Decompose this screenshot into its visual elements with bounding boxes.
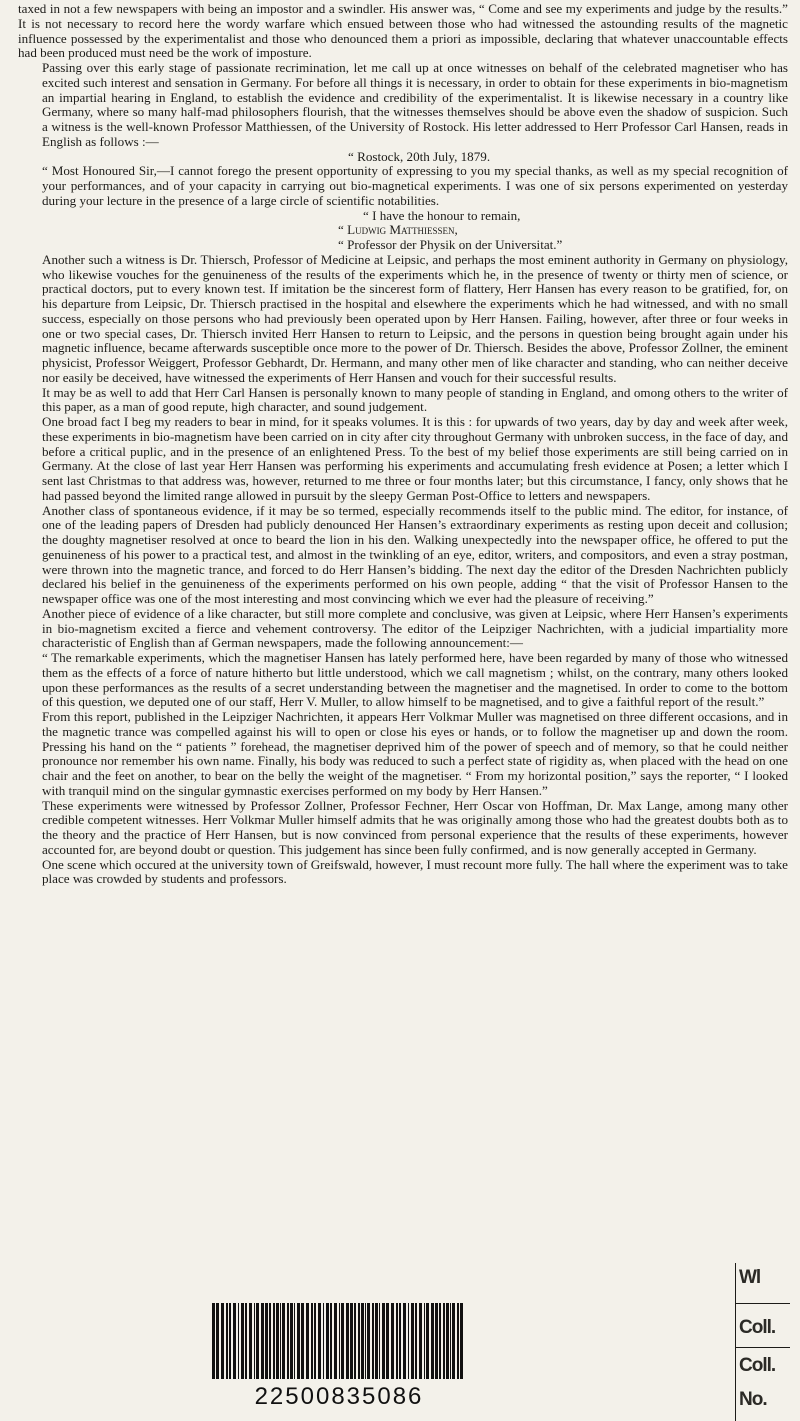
barcode-bar: [354, 1303, 356, 1379]
barcode-bar: [386, 1303, 389, 1379]
barcode-bar: [391, 1303, 394, 1379]
barcode-bar: [361, 1303, 364, 1379]
barcode-bar: [287, 1303, 289, 1379]
barcode-bar: [330, 1303, 332, 1379]
barcode-bar: [334, 1303, 337, 1379]
paragraph: One broad fact I beg my readers to bear in mind, for it speaks volumes. It is this : for upwards of two years, day by day and week after week, these experiments in bio-magnetism have been carried on in city after city throughout Germany with unbroken success, in the face of day, and before a critical puplic, and in the presence of an enlightened Press. To the best of my belief those experiments are still being carried on in Germany. At the close of last year Herr Hansen was performing his experiments and accumulating fresh evidence at Posen; a letter which I sent last Christmas to that address was, however, returned to me three or four months later; but this circumstance, I fancy, only shows that he had passed beyond the limited range allowed in pursuit by the sleepy German Post-Office to letters and newspapers.: [42, 414, 788, 503]
barcode-bar: [290, 1303, 293, 1379]
paragraph: Another such a witness is Dr. Thiersch, Professor of Medicine at Leipsic, and perhaps the most eminent authority in Germany on physiology, who likewise vouches for the genuineness of the results of the experiments which he, in the presence of twenty or thirty men of science, or practical doctors, put to every known test. If imitation be the sincerest form of flattery, Herr Hansen has every reason to be gratified, for, on his departure from Leipsic, Dr. Thiersch practised in the hospital and elsewhere the experiments which he had witnessed, and with no small success, especially on those persons who had previously been operated upon by Herr Hansen. Failing, however, after three or four weeks in one or two special cases, Dr. Thiersch invited Herr Hansen to return to Leipsic, and the persons in question being brought again under his magnetic influence, became afterwards susceptible once more to the power of Dr. Thiersch. Besides the above, Professor Zollner, the eminent physicist, Professor Weiggert, Professor Gebhardt, Dr. Hermann, and many other men of like character and standing, who can neither deceive nor easily be deceived, have witnessed the experiments of Herr Hansen and vouch for their successful results.: [42, 251, 788, 385]
barcode-bar: [226, 1303, 228, 1379]
stamp-label: Coll.: [739, 1317, 776, 1338]
paragraph: It may be as well to add that Herr Carl Hansen is personally known to many people of standing in England, and omong others to the writer of this paper, as a man of good repute, high character, and sound judgement.: [42, 384, 788, 415]
barcode-bar: [256, 1303, 259, 1379]
paragraph: These experiments were witnessed by Professor Zollner, Professor Fechner, Herr Oscar von Hoffman, Dr. Max Lange, among many other credible competent witnesses. Herr Volkmar Muller himself admits that he was originally among those who had the greatest doubts both as to the theory and the practice of Herr Hansen, but is now convinced from personal experience that the results of these experiments, however accounted for, are beyond doubt or question. This judgement has since been fully confirmed, and is now generally accepted in Germany.: [42, 797, 788, 857]
barcode-bar: [450, 1303, 451, 1379]
paragraph: From this report, published in the Leipziger Nachrichten, it appears Herr Volkmar Muller was magnetised on three different occasions, and in the magnetic trance was compelled against his will to open or close his eyes or hands, or to follow the magnetiser up and down the room. Pressing his hand on the “ patients ” forehead, the magnetiser deprived him of the power of speech and of memory, so that he could neither pronounce nor remember his own name. Finally, his body was reduced to such a perfect state of rigidity as, when placed with the head on one chair and the feet on another, to bear on the belly the weight of the magnetiser. “ From my horizontal position,” says the reporter, “ I looked with tranquil mind on the singular gymnastic exercises performed on my body by Herr Hansen.”: [42, 709, 788, 798]
barcode-bar: [346, 1303, 349, 1379]
barcode-bar: [323, 1303, 324, 1379]
barcode-bar: [249, 1303, 252, 1379]
barcode-bar: [411, 1303, 414, 1379]
barcode-bar: [282, 1303, 285, 1379]
barcode-bar: [339, 1303, 340, 1379]
barcode-bar: [415, 1303, 417, 1379]
barcode-bar: [379, 1303, 380, 1379]
barcode-bar: [424, 1303, 425, 1379]
barcode-bar: [276, 1303, 279, 1379]
barcode-bar: [216, 1303, 219, 1379]
barcode-bar: [311, 1303, 313, 1379]
barcode-bar: [460, 1303, 463, 1379]
barcode-bar: [221, 1303, 224, 1379]
barcode-bar: [314, 1303, 316, 1379]
barcode-bar: [426, 1303, 429, 1379]
letter-close: “ I have the honour to remain,: [363, 207, 521, 223]
barcode-bar: [341, 1303, 344, 1379]
barcode-bar: [294, 1303, 295, 1379]
stamp-label: Wl: [739, 1267, 761, 1288]
paragraph: taxed in not a few newspapers with being an impostor and a swindler. His answer was, “ Come and see my experiments and judge by the results.” It is not necessary to record here the wordy warfare which ensued between those who had witnessed the astounding results of the magnetic influence possessed by the experimentalist and those who denounced them a priori as impossible, declaring that whatever unaccountable effects had been produced must need be the work of imposture.: [18, 1, 788, 61]
barcode-bar: [273, 1303, 275, 1379]
barcode-bar: [372, 1303, 374, 1379]
barcode-bar: [261, 1303, 264, 1379]
paragraph: Another piece of evidence of a like character, but still more complete and conclusive, was given at Leipsic, where Herr Hansen’s experiments in bio-magnetism excited a fierce and vehement controversy. The editor of the Leipziger Nachrichten, with a judicial impartiality more characteristic of English than af German newspapers, made the following announcement:—: [42, 605, 788, 651]
barcode-bar: [265, 1303, 268, 1379]
stamp-label: Coll.: [739, 1355, 776, 1376]
barcode-bar: [350, 1303, 353, 1379]
barcode-bars: [208, 1301, 470, 1381]
barcode-bar: [269, 1303, 271, 1379]
barcode-bar: [301, 1303, 304, 1379]
barcode-bar: [241, 1303, 244, 1379]
letter-signature: “ Ludwig Matthiessen,: [338, 222, 458, 238]
barcode-bar: [382, 1303, 385, 1379]
barcode-bar: [375, 1303, 378, 1379]
barcode-bar: [419, 1303, 422, 1379]
barcode-bar: [452, 1303, 455, 1379]
stamp-divider: [736, 1347, 790, 1348]
stamp-divider: [736, 1303, 790, 1304]
barcode-bar: [297, 1303, 300, 1379]
barcode-bar: [318, 1303, 321, 1379]
letter-title: “ Professor der Physik on der Universitat.”: [338, 237, 563, 252]
barcode-number: 22500835086: [254, 1383, 424, 1410]
barcode-bar: [435, 1303, 438, 1379]
barcode-bar: [367, 1303, 370, 1379]
barcode-bar: [306, 1303, 309, 1379]
barcode-bar: [446, 1303, 449, 1379]
barcode-bar: [431, 1303, 434, 1379]
stamp-label: No.: [739, 1389, 767, 1410]
barcode-bar: [457, 1303, 459, 1379]
paragraph: Passing over this early stage of passionate recrimination, let me call up at once witnesses on behalf of the celebrated magnetiser who has excited such interest and sensation in Germany. For before all things it is necessary, in order to obtain for these experiments in bio-magnetism an impartial hearing in England, to establish the evidence and credibility of the experimentalist. It is likewise necessary in a country like Germany, where so many half-mad philosophers flourish, that the witnesses themselves should be above even the shadow of suspicion. Such a witness is the well-known Professor Matthiessen, of the University of Rostock. His letter addressed to Herr Professor Carl Hansen, reads in English as follows :—: [42, 60, 788, 149]
paragraph: “ The remarkable experiments, which the magnetiser Hansen has lately performed here, have been regarded by many of those who witnessed them as the effects of a force of nature hitherto but little understood, which we call magnetism ; whilst, on the contrary, many others looked upon these performances as the results of a secret understanding between the magnetiser and the magnetised. In order to come to the bottom of this question, we deputed one of our staff, Herr V. Muller, to allow himself to be magnetised, and to give a faithful report of the result.”: [42, 650, 788, 710]
barcode-bar: [280, 1303, 281, 1379]
barcode-bar: [238, 1303, 239, 1379]
document-page: [18, 2, 788, 887]
barcode-bar: [326, 1303, 329, 1379]
barcode-bar: [229, 1303, 231, 1379]
paragraph: Another class of spontaneous evidence, if it may be so termed, especially recommends itself to the public mind. The editor, for instance, of one of the leading papers of Dresden had publicly denounced Her Hansen’s extraordinary experiments as resting upon deceit and collusion; the doughty magnetiser resolved at once to beard the lion in his den. Walking unexpectedly into the newspaper office, he offered to put the genuineness of his power to a practical test, and almost in the twinkling of an eye, editor, writers, and compositors, and even a stray postman, were thrown into the magnetic trance, and forced to do Herr Hansen’s bidding. The next day the editor of the Dresden Nachrichten publicly declared his belief in the genuineness of the experiments performed on his own people, adding “ that the visit of Professor Hansen to the newspaper office was one of the most interesting and most convincing which we ever had the pleasure of receiving.”: [42, 502, 788, 606]
barcode: [208, 1301, 470, 1419]
letter-dateline: “ Rostock, 20th July, 1879.: [348, 148, 491, 164]
library-stamp: [735, 1263, 790, 1421]
barcode-bar: [403, 1303, 406, 1379]
paragraph: One scene which occured at the university town of Greifswald, however, I must recount more fully. The hall where the experiment was to take place was crowded by students and professors.: [42, 856, 788, 887]
barcode-bar: [365, 1303, 366, 1379]
letter-body: “ Most Honoured Sir,—I cannot forego the present opportunity of expressing to you my special thanks, as well as my special recognition of your performances, and of your capacity in carrying out bio-magnetical experiments. I was one of six persons experimented on yesterday during your lecture in the presence of a large circle of scientific notabilities.: [42, 163, 788, 208]
barcode-bar: [245, 1303, 247, 1379]
barcode-bar: [439, 1303, 441, 1379]
barcode-bar: [358, 1303, 360, 1379]
barcode-bar: [212, 1303, 215, 1379]
barcode-bar: [399, 1303, 401, 1379]
barcode-bar: [233, 1303, 236, 1379]
barcode-bar: [443, 1303, 445, 1379]
barcode-bar: [408, 1303, 409, 1379]
barcode-bar: [396, 1303, 398, 1379]
barcode-bar: [254, 1303, 255, 1379]
